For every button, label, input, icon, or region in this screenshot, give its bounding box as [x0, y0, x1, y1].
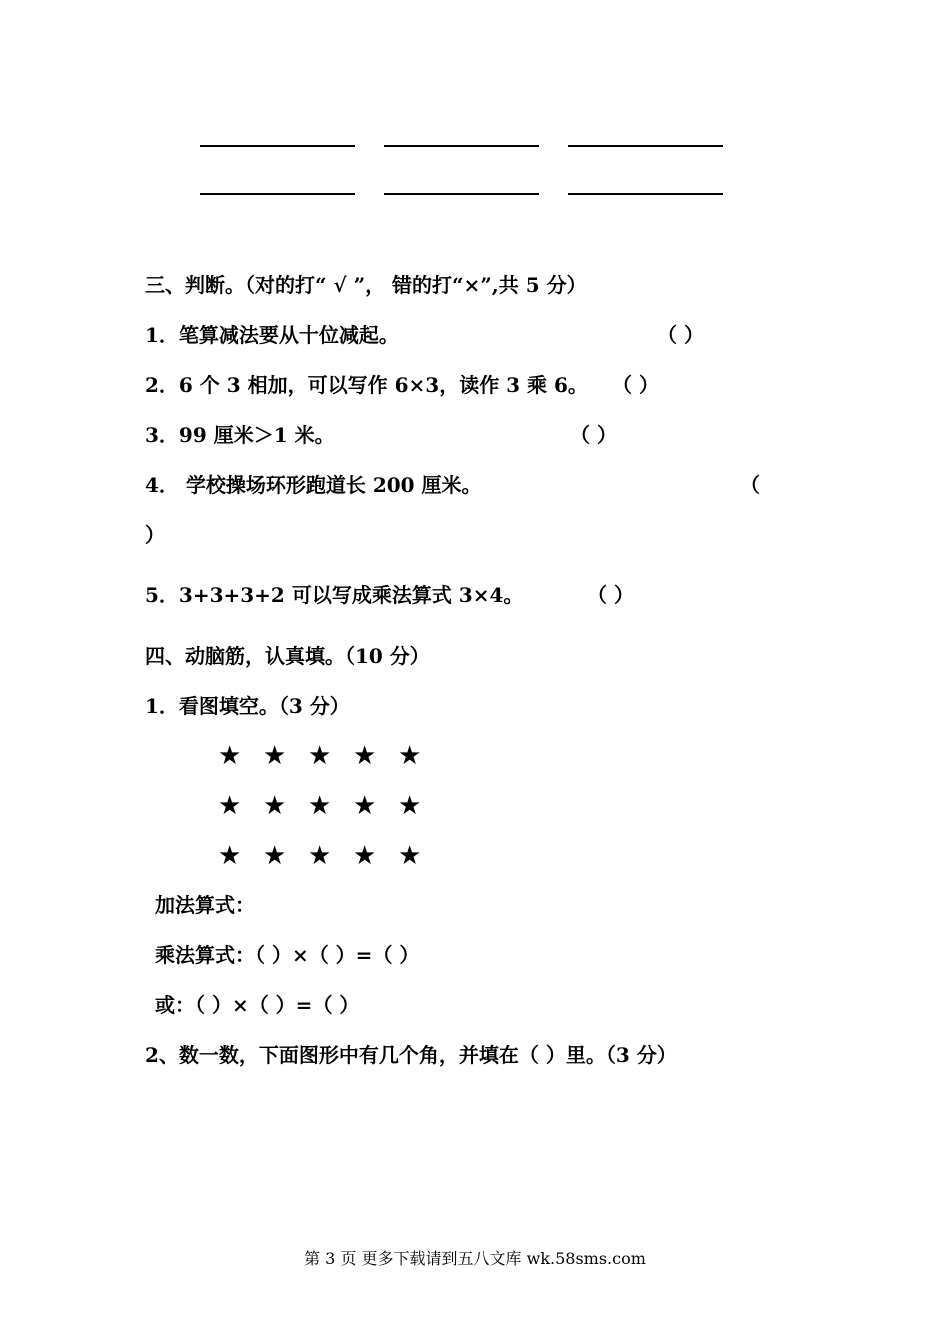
section4-title: 四、动脑筋，认真填。（10 分）: [145, 644, 430, 668]
page-footer: 第 3 页 更多下载请到五八文库 wk.58sms.com: [304, 1249, 646, 1268]
answer-paren-4-close: ）: [145, 523, 165, 547]
star-icon: ★: [263, 841, 287, 871]
answer-blank[interactable]: [384, 145, 539, 147]
answer-blank[interactable]: [200, 193, 355, 195]
judge-item-2: 2．6 个 3 相加，可以写作 6×3，读作 3 乘 6。: [145, 373, 588, 397]
star-icon: ★: [308, 741, 332, 771]
star-icon: ★: [398, 841, 422, 871]
answer-paren-4-open[interactable]: （: [740, 473, 760, 497]
addition-label: 加法算式：: [155, 893, 255, 917]
or-line[interactable]: 或：（ ）×（ ）=（ ）: [155, 993, 360, 1017]
star-icon: ★: [218, 791, 242, 821]
answer-paren-3[interactable]: （ ）: [570, 423, 617, 447]
judge-item-4: 4． 学校操场环形跑道长 200 厘米。: [145, 473, 482, 497]
answer-blank[interactable]: [200, 145, 355, 147]
judge-item-5: 5．3+3+3+2 可以写成乘法算式 3×4。: [145, 583, 524, 607]
star-icon: ★: [218, 741, 242, 771]
star-icon: ★: [398, 741, 422, 771]
star-icon: ★: [308, 841, 332, 871]
star-icon: ★: [353, 841, 377, 871]
star-icon: ★: [218, 841, 242, 871]
star-icon: ★: [263, 791, 287, 821]
answer-paren-5[interactable]: （ ）: [587, 583, 634, 607]
section3-title: 三、判断。（对的打“ √ ”， 错的打“×”,共 5 分）: [145, 273, 587, 297]
q2-title: 2、数一数，下面图形中有几个角，并填在（ ）里。（3 分）: [145, 1043, 677, 1067]
multiplication-line[interactable]: 乘法算式：（ ）×（ ）=（ ）: [155, 943, 420, 967]
star-row: [218, 791, 443, 821]
star-icon: ★: [308, 791, 332, 821]
answer-paren-2[interactable]: （ ）: [612, 373, 659, 397]
star-icon: ★: [353, 791, 377, 821]
star-row: [218, 741, 443, 771]
star-icon: ★: [263, 741, 287, 771]
judge-item-3: 3．99 厘米＞1 米。: [145, 423, 335, 447]
star-icon: ★: [398, 791, 422, 821]
star-row: [218, 841, 443, 871]
answer-paren-1[interactable]: （ ）: [657, 323, 704, 347]
q1-title: 1．看图填空。（3 分）: [145, 694, 350, 718]
judge-item-1: 1．笔算减法要从十位减起。: [145, 323, 399, 347]
answer-blank[interactable]: [568, 193, 723, 195]
answer-blank[interactable]: [568, 145, 723, 147]
star-icon: ★: [353, 741, 377, 771]
answer-blank[interactable]: [384, 193, 539, 195]
